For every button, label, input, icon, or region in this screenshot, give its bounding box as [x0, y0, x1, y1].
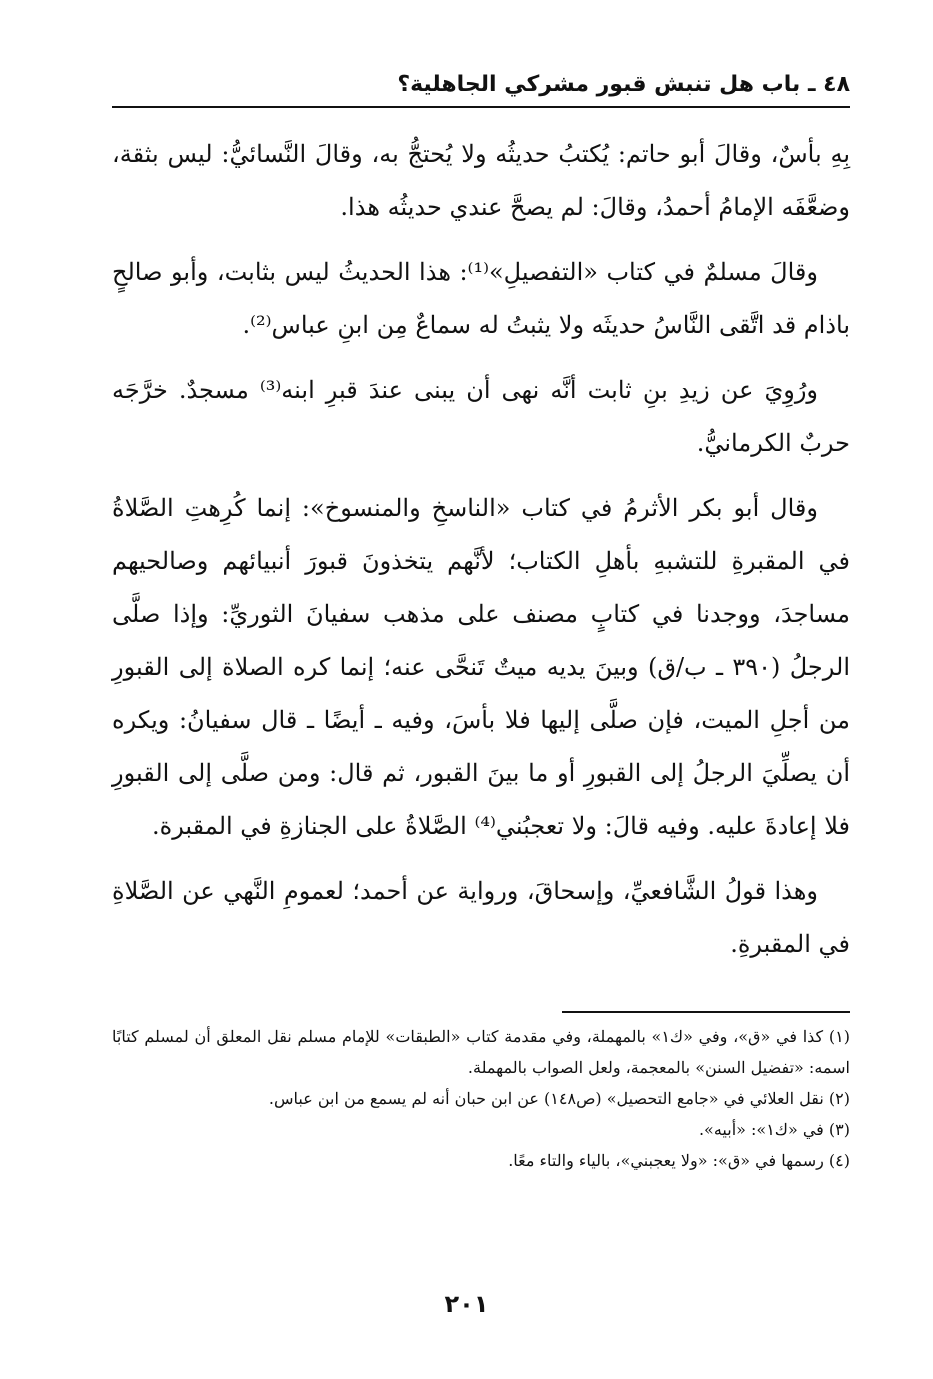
footnote-divider [562, 1011, 850, 1013]
paragraph: ورُوِيَ عن زيدِ بنِ ثابت أنَّه نهى أن يبنى عندَ قبرِ ابنه⁽³⁾ مسجدٌ. خرَّجَه حربٌ الكرمانيُّ. [112, 376, 850, 457]
footnotes [112, 1021, 850, 1176]
page-content [112, 70, 850, 1176]
footnote: (١) كذا في «ق»، وفي «ك١» بالمهملة، وفي مقدمة كتاب «الطبقات» للإمام مسلم نقل المعلق أن لمسلم كتابًا اسمه: «تفضيل السنن» بالمعجمة، ولعل الصواب بالمهملة. [112, 1027, 850, 1077]
paragraph: وقالَ مسلمٌ في كتاب «التفصيلِ»⁽¹⁾: هذا الحديثُ ليس بثابت، وأبو صالحٍ باذام قد اتَّقى النَّاسُ حديثَه ولا يثبتُ له سماعٌ مِن ابنِ عباس⁽²⁾. [112, 258, 850, 339]
paragraph: وقال أبو بكر الأثرمُ في كتاب «الناسخِ والمنسوخ»: إنما كُرِهتِ الصَّلاةُ في المقبرةِ للتشبهِ بأهلِ الكتاب؛ لأنَّهم يتخذونَ قبورَ أنبيائهم وصالحيهم مساجدَ، ووجدنا في كتابٍ مصنف على مذهب سفيانَ الثوريِّ: وإذا صلَّى الرجلُ (٣٩٠ ـ ب/ق) وبينَ يديه ميتٌ تَنحَّى عنه؛ إنما كره الصلاة إلى القبورِ من أجلِ الميت، فإن صلَّى إليها فلا بأسَ، وفيه ـ أيضًا ـ قال سفيانُ: ويكره أن يصلِّيَ الرجلُ إلى القبورِ أو ما بينَ القبور، ثم قال: ومن صلَّى إلى القبورِ فلا إعادةَ عليه. وفيه قالَ: ولا تعجبُني⁽⁴⁾ الصَّلاةُ على الجنازةِ في المقبرة. [112, 494, 850, 840]
running-header: ٤٨ ـ باب هل تنبش قبور مشركي الجاهلية؟ [112, 70, 850, 108]
body-text [112, 128, 850, 971]
paragraph: وهذا قولُ الشَّافعيِّ، وإسحاقَ، ورواية عن أحمد؛ لعمومِ النَّهي عن الصَّلاةِ في المقبرةِ. [112, 877, 850, 958]
paragraph: بِهِ بأسٌ، وقالَ أبو حاتم: يُكتبُ حديثُه ولا يُحتجُّ به، وقالَ النَّسائيُّ: ليس بثقة، وضعَّفَه الإمامُ أحمدُ، وقالَ: لم يصحَّ عندي حديثُه هذا. [112, 140, 850, 221]
footnote: (٤) رسمها في «ق»: «ولا يعجبني»، بالياء والتاء معًا. [508, 1151, 850, 1170]
footnote: (٣) في «ك١»: «أبيه». [698, 1120, 850, 1139]
page-number: ٢٠١ [444, 1290, 489, 1318]
footnote: (٢) نقل العلائي في «جامع التحصيل» (ص١٤٨) عن ابن حبان أنه لم يسمع من ابن عباس. [268, 1089, 850, 1108]
